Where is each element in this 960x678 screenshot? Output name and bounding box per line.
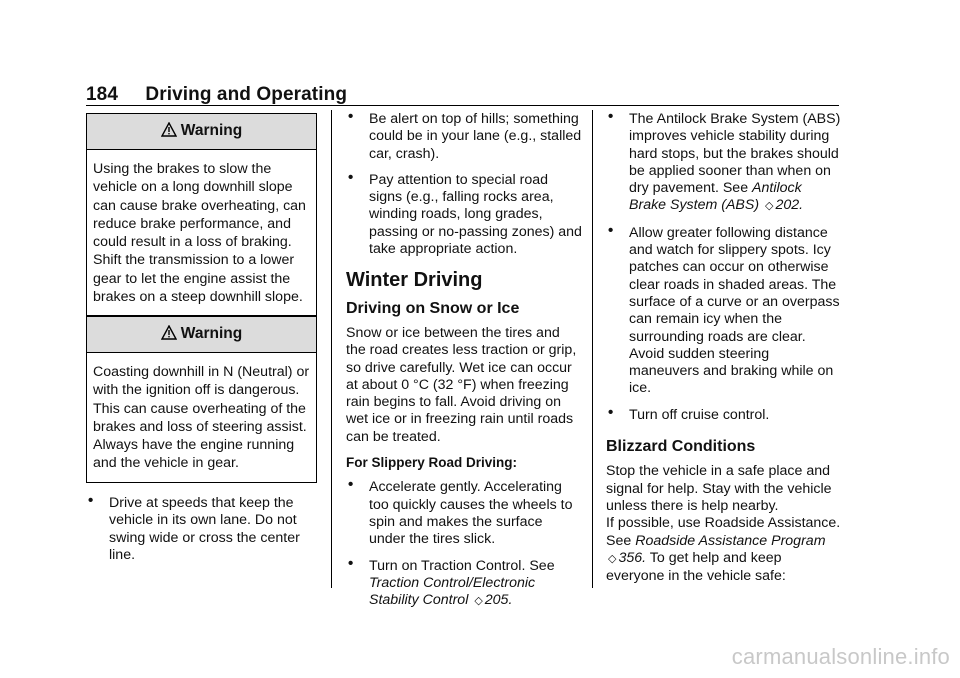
list-item <box>606 108 842 216</box>
column-divider <box>592 110 593 588</box>
cross-reference-link[interactable]: Traction Control/Electronic Stability Control <box>369 574 536 609</box>
bullet-icon: • <box>348 168 354 186</box>
column-divider <box>331 110 332 588</box>
bullet-icon: • <box>348 554 354 572</box>
page-reference-icon: ◇ <box>765 200 774 213</box>
page-reference-icon: ◇ <box>474 595 483 608</box>
column-2-text <box>346 108 582 619</box>
list-item <box>86 492 314 564</box>
cross-reference-link[interactable]: Roadside Assistance Program <box>635 532 826 549</box>
page-reference[interactable]: 202. <box>775 197 804 214</box>
subsection-title: Blizzard Conditions <box>606 438 756 456</box>
page-reference[interactable]: 205. <box>484 592 513 609</box>
page-number: 184 <box>86 84 119 105</box>
warning-heading-text: Warning <box>180 325 243 342</box>
warning-box <box>86 113 317 316</box>
list-item-text: Turn on Traction Control. See <box>369 557 555 574</box>
minor-heading: For Slippery Road Driving: <box>346 455 518 471</box>
cross-reference-link[interactable]: Antilock Brake System (ABS) <box>629 180 802 214</box>
column-1-text <box>86 492 314 573</box>
page-header <box>86 84 347 106</box>
list-item <box>346 554 582 611</box>
warning-heading <box>87 114 316 150</box>
warning-heading-text: Warning <box>180 122 243 139</box>
warning-text: Coasting downhill in N (Neutral) or with the ignition off is dangerous. This can cause overheating of the brakes and loss of steering assist. Always have the engine running and the vehicle in gear. <box>93 364 310 472</box>
bullet-icon: • <box>608 403 614 421</box>
subsection-title: Driving on Snow or Ice <box>346 299 520 317</box>
list-item <box>346 476 582 548</box>
list-item <box>606 403 842 424</box>
list-item <box>606 221 842 398</box>
bullet-icon: • <box>88 492 94 509</box>
column-3-text <box>606 108 842 593</box>
header-rule <box>86 105 839 106</box>
paragraph-text: If possible, use Roadside Assistance. See <box>606 515 841 549</box>
paragraph: Snow or ice between the tires and the road creates less traction or grip, so drive carefully. Wet ice can occur at about 0 °C (32 °F) when freezing rain begins to fall. Avoid driving on wet ice or in freezing rain until roads can be treated. <box>346 324 577 445</box>
list-item <box>346 108 582 163</box>
paragraph-text: To get help and keep everyone in the vehicle safe: <box>606 549 786 585</box>
list-item-text: Allow greater following distance and watch for slippery spots. Icy patches can occur on otherwise clear roads in shaded areas. The surface of a curve or an overpass can remain icy when the surrounding roads are clear. Avoid sudden steering maneuvers and braking while on ice. <box>629 224 840 397</box>
page-reference[interactable]: 356. <box>618 549 647 566</box>
list-item-text: Pay attention to special road signs (e.g., falling rocks area, winding roads, long grades, passing or no-passing zones) and take appropriate action. <box>369 171 582 258</box>
list-item-text: The Antilock Brake System (ABS) improves vehicle stability during hard stops, but the brakes should be applied sooner than when on dry pavement. See <box>629 111 841 197</box>
list-item <box>346 168 582 258</box>
bullet-icon: • <box>608 108 614 125</box>
warning-text: Using the brakes to slow the vehicle on a long downhill slope can cause brake overheating, can reduce brake performance, and could result in a loss of braking. Shift the transmission to a lower gear to let the engine assist the brakes on a steep downhill slope. <box>93 161 306 306</box>
paragraph <box>606 515 842 585</box>
warning-heading <box>87 317 316 353</box>
list-item-text: Accelerate gently. Accelerating too quickly causes the wheels to spin and makes the surface under the tires slick. <box>369 479 573 548</box>
warning-box <box>86 316 317 483</box>
list-item-text: Turn off cruise control. <box>629 406 770 423</box>
chapter-title: Driving and Operating <box>145 84 348 105</box>
bullet-icon: • <box>348 476 354 494</box>
list-item-text: Drive at speeds that keep the vehicle in its own lane. Do not swing wide or cross the center line. <box>109 495 300 563</box>
section-title: Winter Driving <box>346 269 483 292</box>
watermark: carmanualsonline.info <box>731 644 950 669</box>
page-reference-icon: ◇ <box>608 552 617 565</box>
warning-triangle-icon <box>161 122 177 142</box>
list-item-text: Be alert on top of hills; something could be in your lane (e.g., stalled car, crash). <box>369 111 582 162</box>
bullet-icon: • <box>348 108 354 125</box>
bullet-icon: • <box>608 221 614 239</box>
warning-triangle-icon <box>161 325 177 345</box>
paragraph: Stop the vehicle in a safe place and signal for help. Stay with the vehicle unless there is help nearby. <box>606 463 832 514</box>
